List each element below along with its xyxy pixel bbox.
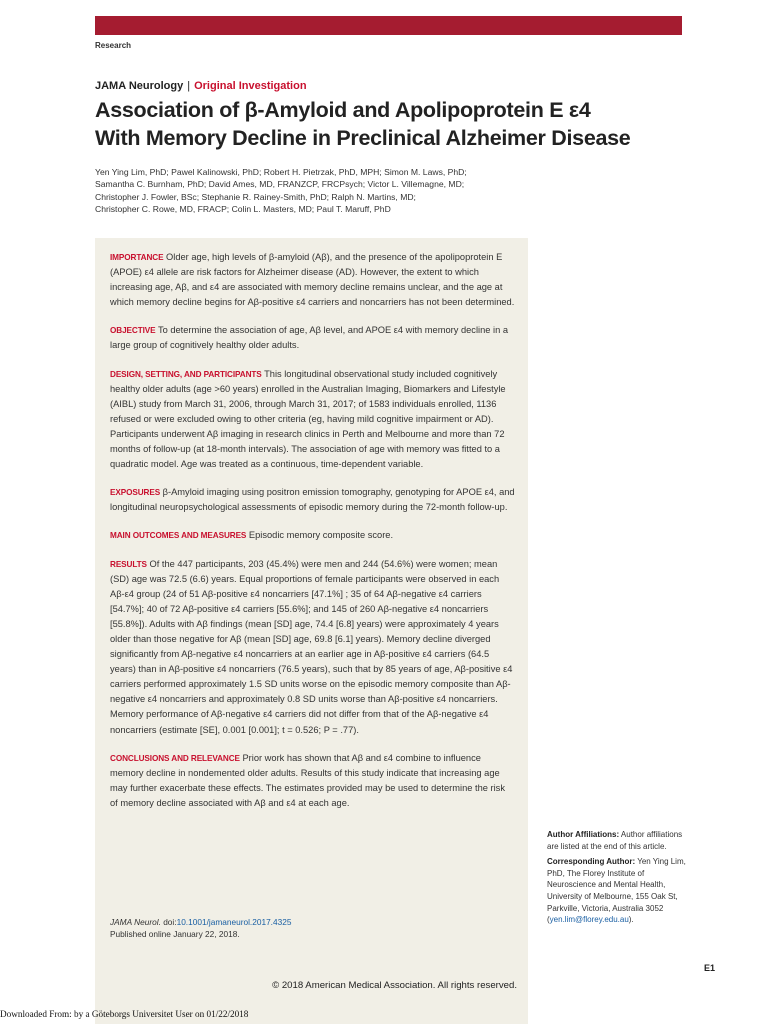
header-color-bar	[95, 16, 682, 35]
results-heading: RESULTS	[110, 559, 147, 569]
published-date: Published online January 22, 2018.	[110, 929, 240, 939]
download-note: Downloaded From: by a Göteborgs Universitet User on 01/22/2018	[0, 1009, 249, 1019]
corresponding-author: Corresponding Author: Yen Ying Lim, PhD, The Florey Institute of Neuroscience and Mental Health, University of Melbourne, 155 Oak St, Parkville, Victoria, Australia 3052 (yen.lim@florey.edu.au).	[547, 857, 686, 925]
results-text: Of the 447 participants, 203 (45.4%) were men and 244 (54.6%) were women; mean (SD) age was 72.5 (6.6) years. Equal proportions of female participants were observed in each Aβ-ε4 group (24 of 51 Aβ-positive ε4 noncarriers [47.1%] ; 35 of 64 Aβ-negative ε4 carriers [54.7%]; 40 of 72 Aβ-positive ε4 carriers [55.6%]; and 145 of 260 Aβ-negative ε4 noncarriers [55.8%]). Adults with Aβ findings (mean [SD] age, 74.4 [6.8] years) were approximately 4 years older than those negative for Aβ (mean [SD] age, 69.8 [6.1] years). Memory decline diverged significantly from Aβ-negative ε4 noncarriers at an earlier age in Aβ-positive ε4 carriers (64.5 years) than in Aβ-positive ε4 noncarriers (76.5 years), such that by 85 years of age, Aβ-positive ε4 carriers performed approximately 1.5 SD units worse on the episodic memory composite than Aβ-negative ε4 noncarriers and approximately 0.8 SD units worse than Aβ-positive ε4 noncarriers. Memory performance of Aβ-negative ε4 carriers did not differ from that of the Aβ-negative ε4 noncarriers (estimate [SE], 0.001 [0.001]; t = 0.526; P = .77).	[110, 558, 513, 735]
title-line-2: With Memory Decline in Preclinical Alzheimer Disease	[95, 126, 631, 150]
title-line-1: Association of β-Amyloid and Apolipoprotein E ε4	[95, 98, 591, 122]
abstract-results	[110, 557, 515, 738]
author-affiliations	[547, 829, 687, 852]
exposures-text: β-Amyloid imaging using positron emission tomography, genotyping for APOE ε4, and longitudinal neuropsychological assessments of episodic memory during the 72-month follow-up.	[110, 487, 515, 513]
importance-heading: IMPORTANCE	[110, 253, 164, 262]
importance-text: Older age, high levels of β-amyloid (Aβ), and the presence of the apolipoprotein E (APOE) ε4 allele are risk factors for Alzheimer disease (AD). However, the extent to which increasing age, Aβ, and ε4 are associated with memory decline remains unclear, and the age at which memory decline begins for Aβ-positive ε4 carriers and noncarriers has not been determined.	[110, 252, 515, 308]
doi-link[interactable]: 10.1001/jamaneurol.2017.4325	[176, 917, 292, 927]
abstract-main-outcomes	[110, 528, 515, 543]
objective-text: To determine the association of age, Aβ level, and APOE ε4 with memory decline in a large group of cognitively healthy older adults.	[110, 325, 508, 351]
design-heading: DESIGN, SETTING, AND PARTICIPANTS	[110, 369, 262, 379]
author-list	[95, 166, 595, 215]
abstract-importance	[110, 250, 515, 310]
abstract-box	[95, 238, 528, 1024]
article-title	[95, 96, 695, 152]
abstract-exposures	[110, 485, 515, 515]
abstract-objective	[110, 323, 515, 353]
journal-separator: |	[187, 80, 191, 92]
author-info-sidebar	[547, 829, 687, 930]
doi-prefix: doi:	[163, 917, 177, 927]
author-line: Christopher J. Fowler, BSc; Stephanie R. Rainey-Smith, PhD; Ralph N. Martins, MD;	[95, 191, 416, 202]
author-line: Yen Ying Lim, PhD; Pawel Kalinowski, PhD; Robert H. Pietrzak, PhD, MPH; Simon M. Laws, PhD;	[95, 167, 467, 177]
conclusions-text: Prior work has shown that Aβ and ε4 combine to influence memory decline in nondemented older adults. Results of this study indicate that increasing age may further exacerbate these effects. The estimates provided may be used to determine the risk of memory decline associated with Aβ and ε4 at each age.	[110, 752, 505, 808]
objective-heading: OBJECTIVE	[110, 326, 156, 336]
corresponding-email-link[interactable]: yen.lim@florey.edu.au	[549, 915, 629, 925]
author-line: Samantha C. Burnham, PhD; David Ames, MD, FRANZCP, FRCPsych; Victor L. Villemagne, MD;	[95, 179, 465, 190]
citation-journal: JAMA Neurol.	[110, 917, 161, 927]
design-text: This longitudinal observational study included cognitively healthy older adults (age >60 years) enrolled in the Australian Imaging, Biomarkers and Lifestyle (AIBL) study from March 31, 2006, through March 31, 2017; of 1583 individuals enrolled, 1136 refused or were excluded owing to other criteria (eg, having mild cognitive impairment or AD). Participants underwent Aβ imaging in research clinics in Perth and Melbourne and more than 72 months of follow-up (at 18-month intervals). The association of age with memory was fitted to a quadratic model. Age was treated as a continuous, time-dependent variable.	[110, 368, 506, 470]
abstract-conclusions	[110, 751, 515, 811]
abstract-content	[110, 250, 515, 824]
corresponding-text: Yen Ying Lim, PhD, The Florey Institute of Neuroscience and Mental Health, University of Melbourne, 155 Oak St, Parkville, Victoria, Australia 3052	[547, 857, 686, 913]
affiliations-text: Author affiliations are listed at the end of this article.	[547, 830, 683, 851]
section-label: Research	[95, 41, 132, 50]
journal-line	[95, 80, 307, 92]
citation-line	[110, 916, 291, 928]
main-outcomes-heading: MAIN OUTCOMES AND MEASURES	[110, 531, 247, 541]
author-line: Christopher C. Rowe, MD, FRACP; Colin L. Masters, MD; Paul T. Maruff, PhD	[95, 203, 391, 214]
citation	[110, 916, 291, 940]
abstract-design	[110, 367, 515, 473]
article-type: Original Investigation	[194, 80, 307, 92]
affiliations-label: Author Affiliations:	[547, 830, 620, 839]
page-number: E1	[704, 963, 716, 973]
exposures-heading: EXPOSURES	[110, 488, 161, 498]
copyright-notice: © 2018 American Medical Association. All rights reserved.	[272, 980, 517, 991]
corresponding-label: Corresponding Author:	[547, 857, 636, 867]
journal-name: JAMA Neurology	[95, 80, 184, 92]
main-outcomes-text: Episodic memory composite score.	[248, 530, 394, 541]
conclusions-heading: CONCLUSIONS AND RELEVANCE	[110, 753, 240, 763]
